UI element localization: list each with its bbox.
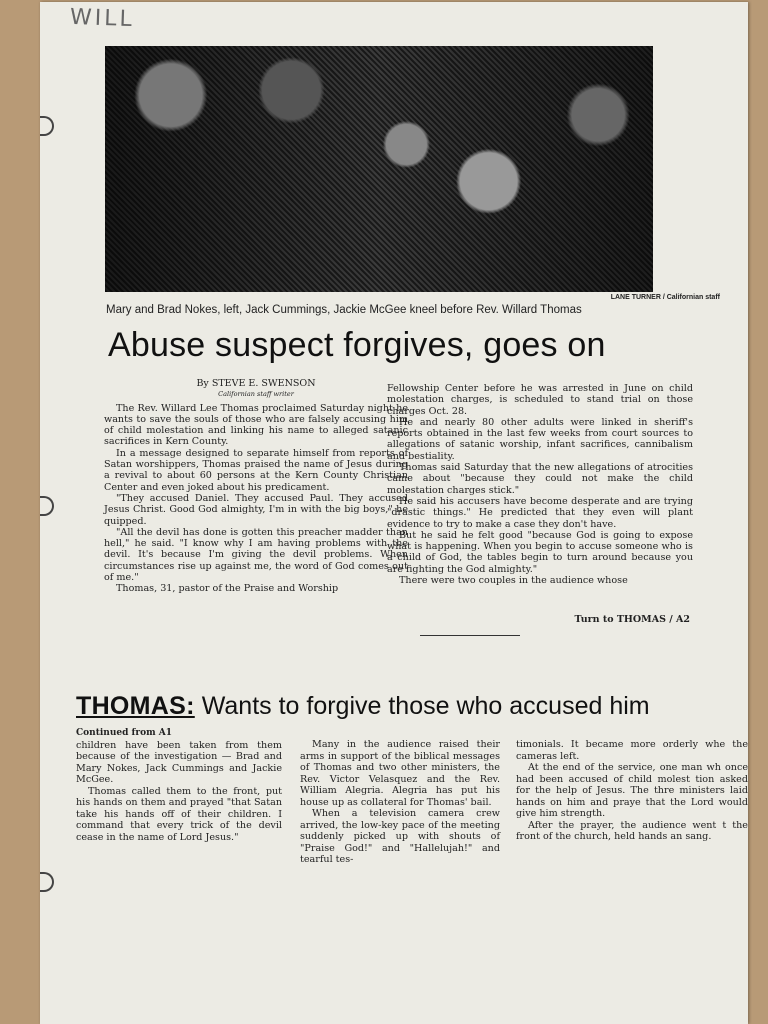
article-column-1 xyxy=(104,378,408,595)
paragraph: The Rev. Willard Lee Thomas proclaimed Saturday night he wants to save the souls of those who are falsely accusing him of child molestation and linking his name to alleged satanic sacrifices in Kern County. xyxy=(104,402,408,448)
paragraph: "They accused Daniel. They accused Paul. They accused Jesus Christ. Good God almighty, I'm in with the big boys," he quipped. xyxy=(104,492,408,527)
binder-hole xyxy=(40,496,54,516)
paragraph: But he said he felt good "because God is going to expose what is happening. When you begin to accuse someone who is a child of God, the tables begin to turn around because you are fighting the God almighty." xyxy=(387,529,693,575)
paragraph: When a television camera crew arrived, the low-key pace of the meeting suddenly picked up with shouts of "Praise God!" and "Hallelujah!" and tearful tes- xyxy=(300,808,500,865)
paragraph: In a message designed to separate himself from reports of Satan worshippers, Thomas praised the name of Jesus during a revival to about 60 persons at the Kern County Christian Center and even joked about his predicament. xyxy=(104,447,408,493)
continued-label: Continued from A1 xyxy=(76,728,173,738)
paragraph: children have been taken from them because of the investigation — Brad and Mary Nokes, Jack Cummings and Jackie McGee. xyxy=(76,739,282,785)
paragraph: At the end of the service, one man wh once had been accused of child molest tion asked for the help of Jesus. The thre ministers laid hands on him and praye that the Lord would give him strength. xyxy=(516,762,748,819)
continuation-headline-bold: THOMAS: xyxy=(76,692,195,720)
photo-credit: LANE TURNER / Californian staff xyxy=(610,294,720,301)
paragraph: Many in the audience raised their arms in support of the biblical messages of Thomas and two other ministers, the Rev. Victor Velasquez and the Rev. William Alegria. Alegria has put his house up as collateral for Thomas' bail. xyxy=(300,739,500,808)
binder-hole xyxy=(40,116,54,136)
headline: Abuse suspect forgives, goes on xyxy=(108,326,606,364)
article-column-2 xyxy=(387,383,693,586)
handwritten-note: WILL xyxy=(69,4,136,33)
binder-hole xyxy=(40,872,54,892)
paragraph: "All the devil has done is gotten this preacher madder than hell," he said. "I know why I am having problems with the devil. It's because I'm giving the devil problems. When circumstances rise up against me, the word of God comes out of me." xyxy=(104,526,408,584)
photo-caption: Mary and Brad Nokes, left, Jack Cummings, Jackie McGee kneel before Rev. Willard Thomas xyxy=(106,304,582,316)
continuation-column-1 xyxy=(76,728,282,843)
continuation-headline-text: Wants to forgive those who accused him xyxy=(201,692,650,720)
paragraph: He and nearly 80 other adults were linked in sheriff's reports obtained in the last few weeks from court sources to allegations of satanic worship, infant sacrifices, cannibalism and bestiality. xyxy=(387,416,693,462)
byline: By STEVE E. SWENSON xyxy=(196,378,316,389)
paragraph: He said his accusers have become desperate and are trying "drastic things." He predicted that they even will plant evidence to try to make a case they don't have. xyxy=(387,495,693,530)
paragraph: timonials. It became more orderly whe the cameras left. xyxy=(516,739,748,762)
paragraph: After the prayer, the audience went t the front of the church, held hands an sang. xyxy=(516,819,748,842)
paragraph: Thomas, 31, pastor of the Praise and Worship xyxy=(116,583,339,595)
byline-title: Californian staff writer xyxy=(218,390,294,399)
paragraph: Thomas said Saturday that the new allegations of atrocities came about "because they could not make the child molestation charges stick." xyxy=(387,462,693,496)
continuation-column-3 xyxy=(516,739,748,843)
jump-line: Turn to THOMAS / A2 xyxy=(574,614,690,625)
paragraph: Thomas called them to the front, put his hands on them and prayed "that Satan take his hands off of their children. I command that every trick of the devil cease in the name of Lord Jesus." xyxy=(76,785,282,843)
continuation-column-2 xyxy=(300,739,500,866)
continuation-headline xyxy=(76,692,736,721)
paragraph: There were two couples in the audience whose xyxy=(399,575,628,587)
news-photo xyxy=(105,46,653,292)
newspaper-clipping xyxy=(40,2,748,1024)
divider-rule xyxy=(420,635,520,636)
paragraph: Fellowship Center before he was arrested in June on child molestation charges, is scheduled to stand trial on those charges Oct. 28. xyxy=(387,383,693,417)
